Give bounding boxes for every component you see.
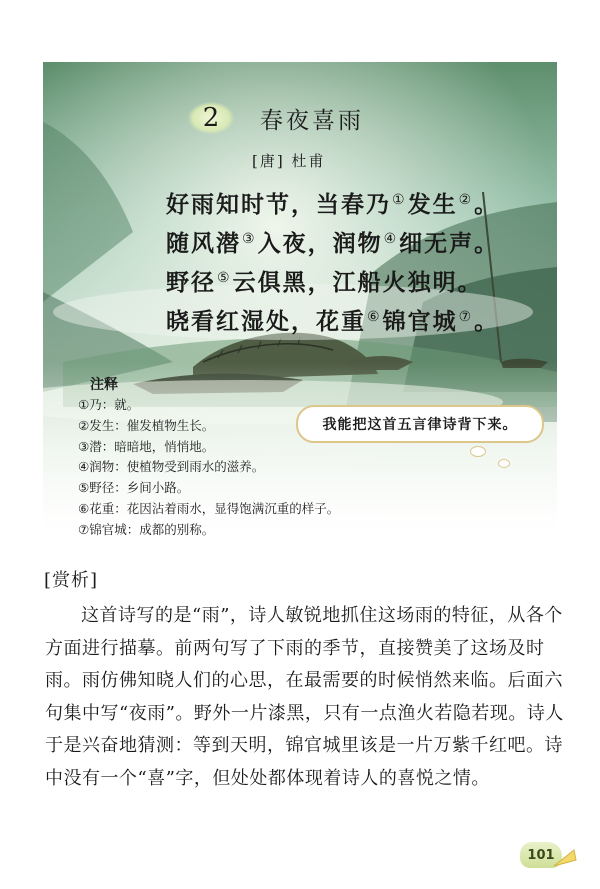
poem-line <box>166 183 499 222</box>
poem-body <box>166 183 499 339</box>
footnote-marker: ⑦ <box>458 309 474 325</box>
footnote-marker: ⑥ <box>367 309 382 325</box>
footnote-marker: ③ <box>242 231 257 247</box>
footnote-marker: ⑤ <box>217 270 232 286</box>
poem-text: 晓看红湿处，花重 <box>166 308 366 335</box>
poem-text: 细无声。 <box>399 230 500 257</box>
lesson-number: 2 <box>188 102 234 134</box>
poem-text: 入夜，润物 <box>257 230 383 257</box>
note-item: ⑦锦官城：成都的别称。 <box>78 521 215 537</box>
analysis-heading: [赏析] <box>44 570 99 591</box>
note-item: ⑤野径：乡间小路。 <box>78 480 190 496</box>
poem-text: 野径 <box>166 269 216 296</box>
notes-section <box>78 375 339 541</box>
speech-bubble: 我能把这首五言律诗背下来。 <box>296 405 544 443</box>
poem-text: 发生 <box>407 191 458 218</box>
poem-text: 。 <box>474 308 500 335</box>
notes-heading: 注释 <box>90 377 118 393</box>
note-item: ①乃：就。 <box>78 397 140 412</box>
bubble-tail-dot <box>498 459 510 468</box>
page-corner-icon <box>552 846 578 868</box>
note-item: ⑥花重：花因沾着雨水，显得饱满沉重的样子。 <box>78 500 340 516</box>
bubble-tail-dot <box>470 446 486 457</box>
poem-text: 好雨知时节，当春乃 <box>166 191 391 218</box>
poem-title: 春夜喜雨 <box>260 107 364 134</box>
footnote-marker: ② <box>458 192 474 208</box>
lesson-title-row <box>188 100 364 136</box>
footnote-marker: ① <box>392 192 407 208</box>
footnote-marker: ④ <box>383 231 399 247</box>
note-item: ③潜：暗暗地，悄悄地。 <box>78 438 215 454</box>
poem-line <box>166 300 499 339</box>
poem-line <box>166 222 499 261</box>
poem-author: [唐] 杜甫 <box>252 152 326 170</box>
analysis-paragraph: 这首诗写的是“雨”，诗人敏锐地抓住这场雨的特征，从各个方面进行描摹。前两句写了下雨的季节，直接赞美了这场及时雨。雨仿佛知晓人们的心思，在最需要的时候悄然来临。后面六句集中写“夜雨”。野外一片漆黑，只有一点渔火若隐若现。诗人于是兴奋地猜测：等到天明，锦官城里该是一片万紫千红吧。诗中没有一个“喜”字，但处处都体现着诗人的喜悦之情。 <box>45 605 564 789</box>
note-item: ④润物：使植物受到雨水的滋养。 <box>78 459 265 475</box>
poem-text: 随风潜 <box>166 230 241 257</box>
page-number: 101 <box>520 842 562 868</box>
note-item: ②发生：催发植物生长。 <box>78 417 215 433</box>
poem-text: 云俱黑，江船火独明。 <box>232 269 483 296</box>
poem-text: 。 <box>474 191 500 218</box>
poem-line <box>166 261 499 300</box>
poem-text: 锦官城 <box>382 308 458 335</box>
